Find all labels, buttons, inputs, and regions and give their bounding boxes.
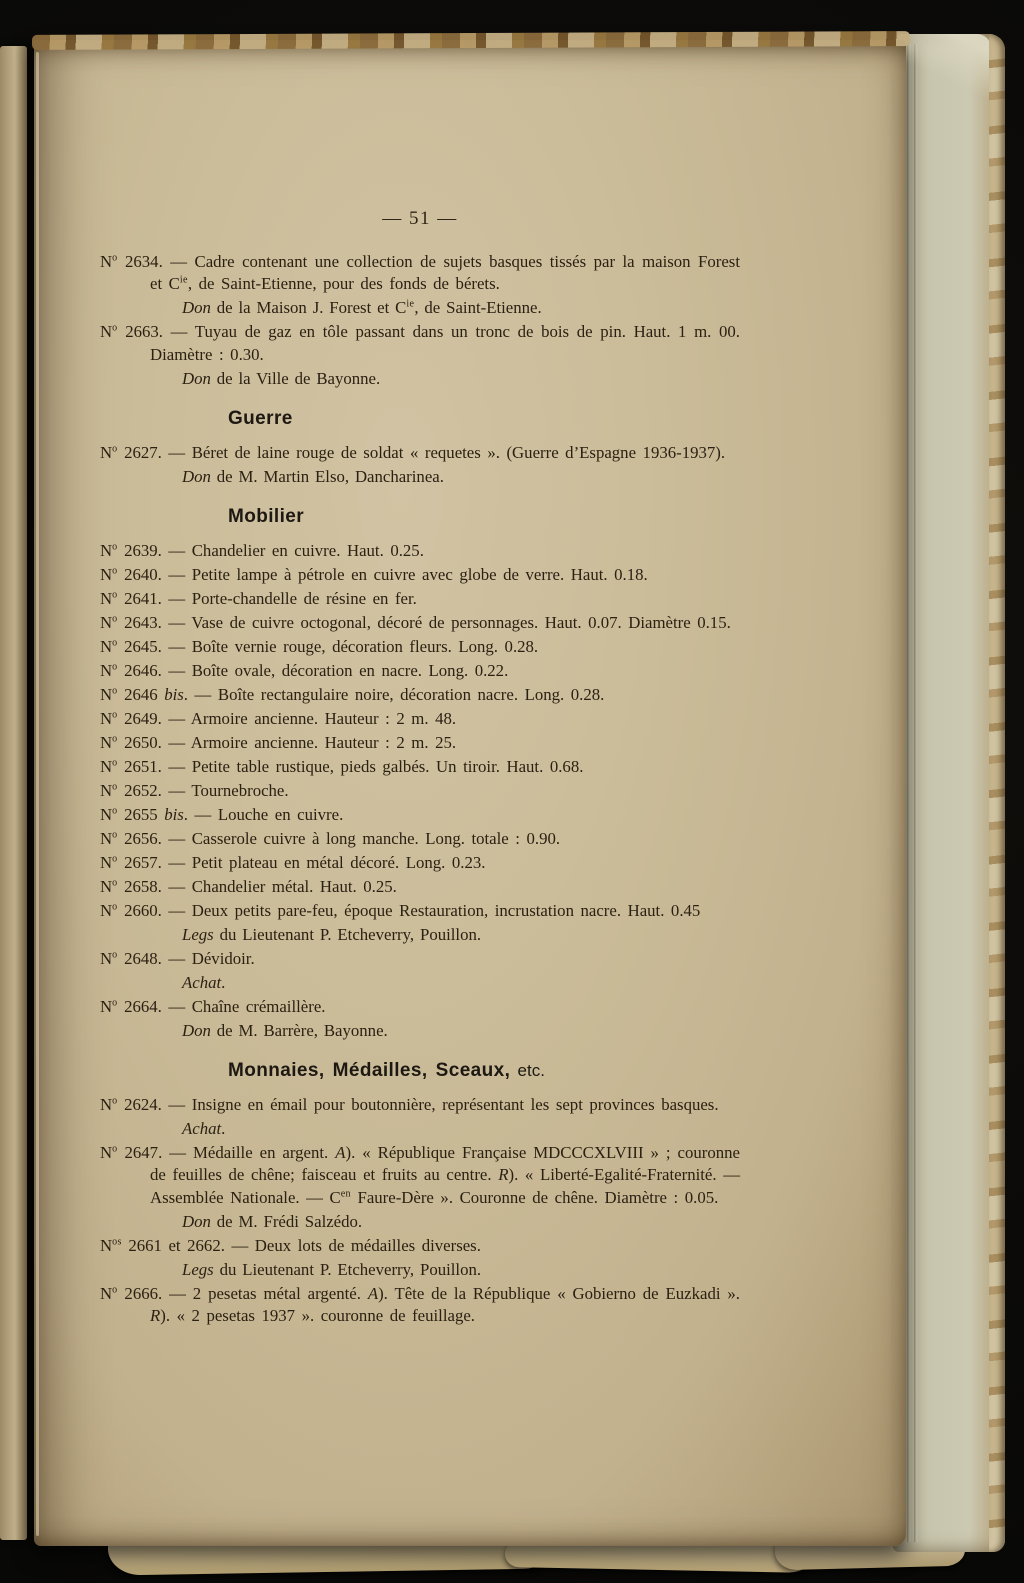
- entry-dash: —: [161, 1094, 192, 1114]
- left-page-edge: [0, 46, 27, 1540]
- entry-description: [150, 252, 740, 294]
- entry-description: [192, 565, 648, 584]
- superscript-text: o: [112, 852, 118, 864]
- catalog-entry: [100, 780, 740, 803]
- italic-text: A: [367, 1283, 379, 1303]
- text-run: Béret de laine rouge de soldat « requetes ». (Guerre d’Espagne 1936-1937).: [191, 442, 726, 462]
- entry-dash: —: [161, 828, 192, 848]
- entry-dash: —: [161, 708, 191, 728]
- superscript-text: o: [112, 756, 118, 768]
- text-run: Médaille en argent.: [193, 1142, 336, 1162]
- text-run: N: [100, 1094, 113, 1114]
- text-run: Boîte rectangulaire noire, décoration nacre. Long. 0.28.: [217, 684, 605, 704]
- entry-description: [192, 829, 560, 848]
- entry-number: [100, 901, 162, 920]
- entry-description: [218, 685, 604, 704]
- text-run: N: [100, 804, 113, 824]
- catalog-entry: [100, 564, 740, 587]
- text-run: N: [100, 1142, 113, 1162]
- entry-description: [150, 1284, 740, 1326]
- text-run: Chandelier en cuivre. Haut. 0.25.: [191, 540, 424, 560]
- entry-dash: —: [161, 780, 192, 800]
- entry-block: [100, 804, 740, 827]
- entry-number: [100, 252, 163, 271]
- superscript-text: o: [112, 948, 118, 960]
- entry-number: [100, 589, 162, 608]
- superscript-text: o: [112, 540, 118, 552]
- entry-description: [192, 949, 255, 968]
- catalog-entry: [100, 804, 740, 827]
- entry-block: [100, 1142, 740, 1234]
- entry-block: [100, 1094, 740, 1141]
- superscript-text: o: [112, 828, 118, 840]
- catalog-entry: [100, 540, 740, 563]
- entry-dash: —: [188, 684, 218, 704]
- text-run: N: [100, 948, 113, 968]
- entry-dash: —: [162, 1142, 193, 1162]
- catalog-entry: [100, 900, 740, 923]
- underlying-page-stack: [893, 34, 1005, 1552]
- text-run: Faure-Dère ». Couronne de chêne. Diamètre : 0.05.: [350, 1187, 719, 1207]
- text-run: N: [100, 442, 113, 462]
- text-run: ). « Liberté-Egalité-Fraternité. — Assemblée Nationale. — C: [150, 1165, 740, 1207]
- italic-text: Legs: [182, 924, 214, 944]
- catalog-entry: [100, 636, 740, 659]
- italic-text: Don: [182, 466, 211, 486]
- entry-dash: —: [188, 804, 218, 824]
- text-run: N: [100, 732, 113, 752]
- entry-provenance: [100, 466, 740, 489]
- italic-text: Achat: [182, 1118, 222, 1138]
- catalog-entry: [100, 876, 740, 899]
- entry-provenance: [100, 1211, 740, 1234]
- entry-block: [100, 442, 740, 489]
- catalog-section: [100, 1060, 740, 1328]
- entry-block: [100, 1283, 740, 1328]
- catalog-entry: [100, 996, 740, 1019]
- text-run: de M. Martin Elso, Dancharinea.: [210, 466, 444, 486]
- text-run: de M. Frédi Salzédo.: [210, 1211, 363, 1231]
- entry-description: [192, 1095, 719, 1114]
- catalog-entry: [100, 852, 740, 875]
- entry-number: [100, 733, 162, 752]
- section-heading: [228, 408, 740, 431]
- text-run: Petite lampe à pétrole en cuivre avec globe de verre. Haut. 0.18.: [191, 564, 648, 584]
- text-run: N: [100, 636, 113, 656]
- entry-number: [100, 805, 188, 824]
- text-run: 2664.: [117, 996, 162, 1016]
- text-run: 2647.: [117, 1142, 163, 1162]
- text-run: Deux lots de médailles diverses.: [254, 1235, 481, 1255]
- entry-dash: —: [161, 660, 192, 680]
- catalog-entry: [100, 1094, 740, 1117]
- superscript-text: o: [112, 1142, 118, 1154]
- text-run: 2 pesetas métal argenté.: [192, 1283, 368, 1303]
- text-run: 2658.: [117, 876, 162, 896]
- superscript-text: en: [340, 1187, 351, 1199]
- catalog-section: [100, 251, 740, 391]
- superscript-text: o: [112, 322, 118, 334]
- italic-text: Don: [182, 1020, 211, 1040]
- entry-number: [100, 322, 163, 341]
- entry-dash: —: [161, 540, 192, 560]
- text-run: 2657.: [117, 852, 162, 872]
- entry-description: [150, 322, 740, 364]
- entry-number: [100, 565, 162, 584]
- entry-description: [192, 997, 326, 1016]
- text-run: , de Saint-Etienne, pour des fonds de bérets.: [187, 274, 500, 293]
- catalog-sections: [100, 251, 740, 1328]
- italic-text: Don: [182, 298, 211, 317]
- entry-description: [192, 757, 584, 776]
- entry-provenance: [100, 1020, 740, 1043]
- text-run: 2641.: [117, 588, 162, 608]
- text-run: N: [100, 1235, 113, 1255]
- section-heading-tail: etc.: [510, 1061, 545, 1080]
- section-heading-bold: Guerre: [228, 408, 293, 429]
- entry-description: [191, 781, 288, 800]
- entry-block: [100, 540, 740, 563]
- entry-block: [100, 996, 740, 1043]
- text-run: Boîte vernie rouge, décoration fleurs. Long. 0.28.: [191, 636, 539, 656]
- entry-block: [100, 321, 740, 390]
- text-run: Porte-chandelle de résine en fer.: [191, 588, 417, 608]
- entry-block: [100, 756, 740, 779]
- superscript-text: ie: [406, 298, 415, 310]
- text-run: Insigne en émail pour boutonnière, représentant les sept provinces basques.: [191, 1094, 719, 1114]
- superscript-text: o: [112, 251, 118, 263]
- text-run: 2650.: [117, 732, 162, 752]
- entry-dash: —: [161, 852, 192, 872]
- superscript-text: o: [112, 876, 118, 888]
- text-run: Chandelier métal. Haut. 0.25.: [191, 876, 397, 896]
- text-run: Vase de cuivre octogonal, décoré de personnages. Haut. 0.07. Diamètre 0.15.: [191, 612, 731, 632]
- italic-text: Achat: [182, 972, 222, 992]
- entry-block: [100, 708, 740, 731]
- italic-text: bis: [164, 684, 184, 704]
- entry-dash: —: [161, 564, 192, 584]
- entry-number: [100, 1143, 162, 1162]
- superscript-text: o: [112, 636, 118, 648]
- entry-number: [100, 1284, 162, 1303]
- entry-dash: —: [162, 251, 195, 271]
- entry-description: [192, 589, 417, 608]
- entry-number: [100, 877, 162, 896]
- superscript-text: o: [112, 732, 118, 744]
- entry-block: [100, 660, 740, 683]
- text-run: 2648.: [117, 948, 162, 968]
- catalog-entry: [100, 732, 740, 755]
- text-run: 2649.: [117, 708, 162, 728]
- entry-number: [100, 997, 162, 1016]
- entry-block: [100, 900, 740, 947]
- catalog-section: [100, 506, 740, 1042]
- entry-block: [100, 636, 740, 659]
- entry-number: [100, 661, 162, 680]
- catalog-entry: [100, 1235, 740, 1258]
- text-run: Tuyau de gaz en tôle passant dans un tronc de bois de pin. Haut. 1 m. 00. Diamètre : 0.30.: [150, 322, 741, 364]
- text-run: Cadre contenant une collection de sujets basques tissés par la maison Forest et C: [150, 251, 740, 293]
- text-run: Petit plateau en métal décoré. Long. 0.23.: [191, 852, 486, 872]
- text-run: 2645.: [117, 636, 162, 656]
- entry-provenance: [100, 972, 740, 995]
- italic-text: Legs: [182, 1259, 214, 1279]
- text-run: 2634.: [117, 251, 163, 271]
- entry-description: [192, 443, 725, 462]
- entry-dash: —: [224, 1235, 255, 1255]
- entry-block: [100, 732, 740, 755]
- catalog-section: [100, 408, 740, 488]
- superscript-text: o: [112, 804, 118, 816]
- entry-block: [100, 876, 740, 899]
- italic-text: A: [335, 1142, 346, 1162]
- entry-block: [100, 780, 740, 803]
- entry-description: [192, 637, 538, 656]
- text-run: ). « République Française MDCCCXLVIII » ; couronne de feuilles de chêne; faisceau et fruits au centre.: [150, 1142, 740, 1184]
- entry-description: [192, 853, 486, 872]
- entry-block: [100, 588, 740, 611]
- entry-block: [100, 684, 740, 707]
- entry-number: [100, 613, 162, 632]
- text-run: de la Ville de Bayonne.: [210, 368, 381, 388]
- entry-block: [100, 1235, 740, 1282]
- entry-description: [192, 661, 509, 680]
- entry-dash: —: [161, 876, 192, 896]
- page-content: [100, 208, 740, 1329]
- entry-provenance: [100, 924, 740, 947]
- text-run: N: [100, 588, 113, 608]
- superscript-text: o: [112, 660, 118, 672]
- text-run: N: [100, 684, 113, 704]
- superscript-text: o: [112, 564, 118, 576]
- text-run: .: [221, 1118, 226, 1138]
- text-run: 2663.: [117, 322, 163, 341]
- entry-provenance: [100, 1118, 740, 1141]
- entry-dash: —: [162, 322, 195, 341]
- text-run: .: [183, 804, 188, 824]
- entry-number: [100, 781, 162, 800]
- superscript-text: o: [112, 612, 118, 624]
- superscript-text: o: [112, 708, 118, 720]
- entry-description: [192, 901, 701, 920]
- entry-number: [100, 443, 162, 462]
- entry-description: [191, 733, 456, 752]
- italic-text: Don: [182, 368, 211, 388]
- entry-description: [191, 709, 456, 728]
- text-run: 2661 et 2662.: [121, 1235, 225, 1255]
- entry-description: [191, 613, 730, 632]
- text-run: N: [100, 900, 113, 920]
- entry-number: [100, 637, 162, 656]
- text-run: Armoire ancienne. Hauteur : 2 m. 25.: [190, 732, 457, 752]
- text-run: de M. Barrère, Bayonne.: [210, 1020, 388, 1040]
- entry-block: [100, 612, 740, 635]
- text-run: Dévidoir.: [191, 948, 255, 968]
- entry-block: [100, 828, 740, 851]
- catalog-entry: [100, 612, 740, 635]
- entry-description: [218, 805, 343, 824]
- italic-text: R: [498, 1165, 509, 1184]
- entry-dash: —: [161, 612, 192, 632]
- text-run: 2666.: [117, 1283, 163, 1303]
- text-run: N: [100, 251, 113, 271]
- text-run: 2651.: [117, 756, 162, 776]
- text-run: 2646.: [117, 660, 162, 680]
- entry-description: [150, 1143, 740, 1207]
- entry-dash: —: [161, 948, 192, 968]
- superscript-text: o: [112, 996, 118, 1008]
- catalog-entry: [100, 684, 740, 707]
- text-run: du Lieutenant P. Etcheverry, Pouillon.: [213, 1259, 482, 1279]
- text-run: N: [100, 780, 113, 800]
- superscript-text: o: [112, 900, 118, 912]
- page-number: — 51 —: [382, 208, 458, 229]
- entry-block: [100, 852, 740, 875]
- text-run: N: [100, 1283, 113, 1303]
- text-run: N: [100, 756, 113, 776]
- text-run: 2640.: [117, 564, 162, 584]
- catalog-entry: [100, 588, 740, 611]
- catalog-entry: [100, 251, 740, 296]
- superscript-text: ie: [179, 274, 188, 286]
- text-run: 2660.: [117, 900, 162, 920]
- entry-dash: —: [161, 636, 192, 656]
- text-run: N: [100, 564, 113, 584]
- text-run: Boîte ovale, décoration en nacre. Long. 0.22.: [191, 660, 509, 680]
- entry-dash: —: [161, 900, 192, 920]
- superscript-text: o: [112, 684, 118, 696]
- text-run: N: [100, 322, 113, 341]
- entry-block: [100, 251, 740, 320]
- entry-block: [100, 564, 740, 587]
- text-run: N: [100, 708, 113, 728]
- text-run: de la Maison J. Forest et C: [210, 298, 407, 317]
- entry-number: [100, 685, 188, 704]
- text-run: 2639.: [117, 540, 162, 560]
- text-run: 2646: [117, 684, 165, 704]
- superscript-text: os: [112, 1235, 122, 1247]
- superscript-text: o: [112, 588, 118, 600]
- entry-dash: —: [161, 588, 192, 608]
- entry-number: [100, 1095, 162, 1114]
- entry-dash: —: [161, 756, 192, 776]
- entry-description: [192, 541, 424, 560]
- deckled-right-edge: [989, 34, 1005, 1552]
- text-run: 2627.: [117, 442, 162, 462]
- text-run: N: [100, 996, 113, 1016]
- entry-provenance: [100, 368, 740, 391]
- section-heading-bold: Mobilier: [228, 506, 305, 527]
- text-run: Chaîne crémaillère.: [191, 996, 326, 1016]
- italic-text: Don: [182, 1211, 211, 1231]
- catalog-page: [34, 40, 906, 1546]
- entry-provenance: [100, 297, 740, 320]
- entry-block: [100, 948, 740, 995]
- text-run: 2656.: [117, 828, 162, 848]
- entry-number: [100, 949, 162, 968]
- catalog-entry: [100, 1142, 740, 1210]
- entry-number: [100, 829, 162, 848]
- entry-dash: —: [161, 732, 191, 752]
- catalog-entry: [100, 321, 740, 366]
- text-run: .: [183, 684, 188, 704]
- entry-number: [100, 541, 162, 560]
- entry-number: [100, 757, 162, 776]
- text-run: N: [100, 828, 113, 848]
- catalog-entry: [100, 708, 740, 731]
- catalog-entry: [100, 442, 740, 465]
- text-run: 2655: [117, 804, 165, 824]
- text-run: 2652.: [117, 780, 162, 800]
- entry-number: [100, 1236, 225, 1255]
- entry-number: [100, 853, 162, 872]
- text-run: ). « 2 pesetas 1937 ». couronne de feuillage.: [160, 1306, 475, 1325]
- text-run: Louche en cuivre.: [217, 804, 344, 824]
- text-run: Tournebroche.: [191, 780, 289, 800]
- text-run: Casserole cuivre à long manche. Long. totale : 0.90.: [191, 828, 561, 848]
- text-run: .: [221, 972, 226, 992]
- superscript-text: o: [112, 442, 118, 454]
- text-run: Deux petits pare-feu, époque Restauration, incrustation nacre. Haut. 0.45: [191, 900, 701, 920]
- entry-number: [100, 709, 162, 728]
- entry-dash: —: [161, 996, 192, 1016]
- catalog-entry: [100, 1283, 740, 1328]
- superscript-text: o: [112, 1094, 118, 1106]
- page-corner-fold: [895, 34, 991, 110]
- superscript-text: o: [112, 780, 118, 792]
- entry-description: [255, 1236, 481, 1255]
- text-run: Petite table rustique, pieds galbés. Un tiroir. Haut. 0.68.: [191, 756, 584, 776]
- section-heading-bold: Monnaies, Médailles, Sceaux,: [228, 1060, 511, 1081]
- text-run: du Lieutenant P. Etcheverry, Pouillon.: [213, 924, 482, 944]
- section-heading: [228, 1060, 740, 1083]
- italic-text: R: [150, 1306, 161, 1325]
- text-run: ). Tête de la République « Gobierno de Euzkadi ».: [378, 1283, 740, 1303]
- text-run: N: [100, 540, 113, 560]
- entry-description: [192, 877, 397, 896]
- catalog-entry: [100, 756, 740, 779]
- text-run: N: [100, 660, 113, 680]
- entry-provenance: [100, 1259, 740, 1282]
- superscript-text: o: [112, 1283, 118, 1295]
- text-run: 2643.: [117, 612, 162, 632]
- section-heading: [228, 506, 740, 529]
- entry-dash: —: [161, 442, 192, 462]
- text-run: Armoire ancienne. Hauteur : 2 m. 48.: [190, 708, 457, 728]
- text-run: N: [100, 852, 113, 872]
- catalog-entry: [100, 828, 740, 851]
- catalog-entry: [100, 660, 740, 683]
- text-run: 2624.: [117, 1094, 162, 1114]
- text-run: N: [100, 876, 113, 896]
- entry-dash: —: [162, 1283, 193, 1303]
- text-run: , de Saint-Etienne.: [414, 298, 542, 317]
- italic-text: bis: [164, 804, 184, 824]
- text-run: N: [100, 612, 113, 632]
- catalog-entry: [100, 948, 740, 971]
